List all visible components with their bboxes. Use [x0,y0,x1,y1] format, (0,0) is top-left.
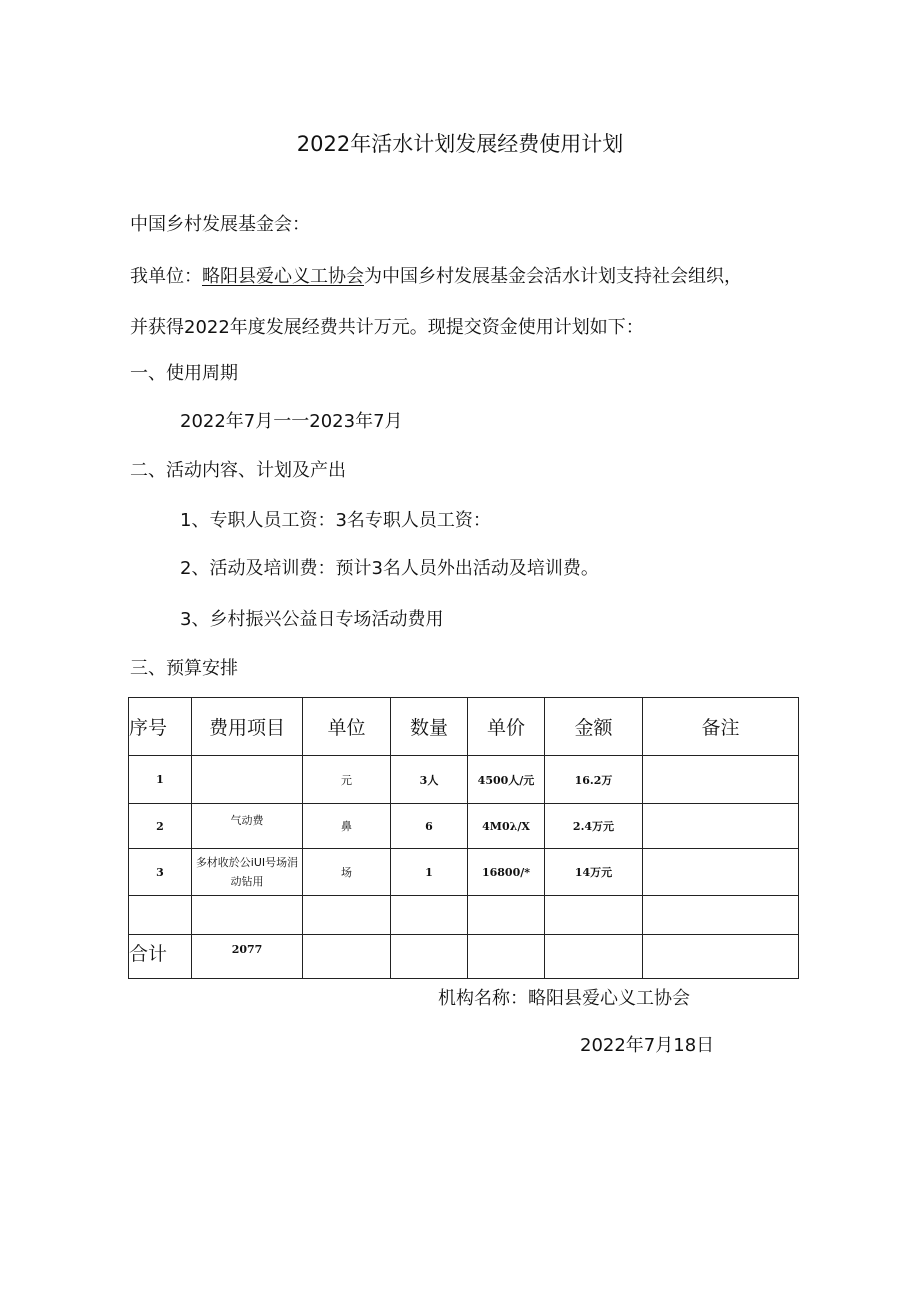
table-cell: 3人 [391,756,468,804]
table-cell: 多材收於公iUI号场涓动钻用 [192,849,303,896]
table-row [129,756,799,804]
table-cell: 2.4万元 [545,804,643,849]
activity-item-2: 2、活动及培训费：预计3名人员外出活动及培训费。 [180,558,599,579]
table-row [129,896,799,935]
table-cell: 14万元 [545,849,643,896]
table-cell [468,935,545,979]
header-cell: 单价 [468,698,545,756]
usage-period: 2022年7月一一2023年7月 [180,411,403,432]
activity-item-3: 3、乡村振兴公益日专场活动费用 [180,609,444,630]
header-cell: 序号 [129,698,192,756]
table-cell: 场 [303,849,391,896]
intro-org-name: 略阳县爱心义工协会 [202,266,364,287]
table-cell: 6 [391,804,468,849]
table-cell: 鼻 [303,804,391,849]
table-total-row [129,935,799,979]
page-title: 2022年活水计划发展经费使用计划 [296,132,624,156]
table-cell [643,804,799,849]
header-cell: 单位 [303,698,391,756]
intro-line-1 [130,262,742,288]
section2-heading: 二、活动内容、计划及产出 [130,460,346,481]
intro-prefix: 我单位： [130,266,202,287]
section1-heading: 一、使用周期 [130,363,238,384]
table-cell: 4M0λ/X [468,804,545,849]
section3-heading: 三、预算安排 [130,658,238,679]
signature-date: 2022年7月18日 [580,1035,715,1056]
table-cell [643,896,799,935]
table-cell: 气动费 [192,804,303,849]
table-cell: 4500人/元 [468,756,545,804]
table-cell: 1 [129,756,192,804]
table-cell [643,756,799,804]
table-cell [192,756,303,804]
table-row [129,849,799,896]
table-cell [643,935,799,979]
table-cell: 1 [391,849,468,896]
intro-suffix: 为中国乡村发展基金会活水计划支持社会组织， [364,266,742,287]
table-cell [545,935,643,979]
table-cell [303,935,391,979]
header-cell: 费用项目 [192,698,303,756]
table-cell [643,849,799,896]
table-cell [545,896,643,935]
table-cell [303,896,391,935]
table-cell: 元 [303,756,391,804]
table-row [129,804,799,849]
header-cell: 数量 [391,698,468,756]
table-cell [468,896,545,935]
activity-item-1: 1、专职人员工资：3名专职人员工资： [180,510,491,531]
table-cell: 2 [129,804,192,849]
recipient-line: 中国乡村发展基金会： [130,214,310,235]
header-cell: 备注 [643,698,799,756]
table-cell [391,896,468,935]
table-cell [129,896,192,935]
total-value: 2077 [192,935,303,979]
intro-line-2: 并获得2022年度发展经费共计万元。现提交资金使用计划如下： [130,317,644,338]
table-cell [192,896,303,935]
org-signature: 机构名称：略阳县爱心义工协会 [438,988,690,1009]
table-cell [391,935,468,979]
table-header-row [129,698,799,756]
table-cell: 16800/* [468,849,545,896]
table-cell: 3 [129,849,192,896]
budget-table [128,697,799,979]
table-cell: 16.2万 [545,756,643,804]
header-cell: 金额 [545,698,643,756]
total-label: 合计 [129,935,192,979]
